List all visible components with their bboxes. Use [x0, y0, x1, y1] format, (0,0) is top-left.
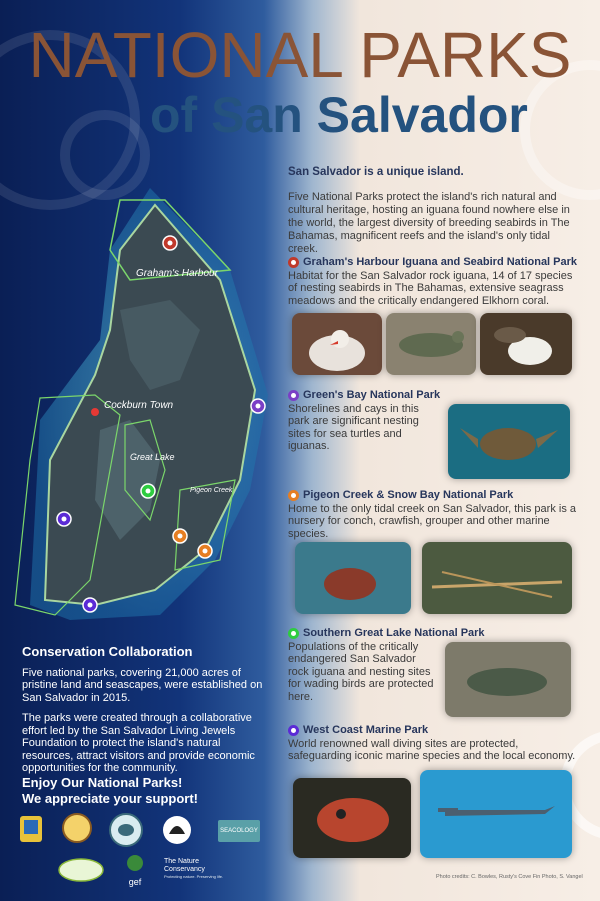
label-grahams-harbour: Graham's Harbour	[136, 268, 218, 279]
map-pin-icon	[288, 390, 299, 401]
turtle-emblem-icon	[108, 812, 144, 848]
park-grahams-harbour	[288, 256, 578, 307]
rock-iguana-photo	[445, 642, 571, 717]
marker-orange-icon	[198, 544, 212, 558]
reef-fish-photo	[293, 778, 411, 858]
photo-credits: Photo credits: C. Bowles, Rusty's Cove Fin Photo, S. Vangel	[436, 874, 583, 880]
park-description: Shorelines and cays in this park are significant nesting sites for sea turtles and iguanas.	[288, 402, 419, 452]
park-name: Southern Great Lake National Park	[303, 627, 485, 639]
park-name: Green's Bay National Park	[303, 389, 441, 401]
sea-turtle-photo	[448, 404, 570, 479]
sponsor-logos	[12, 810, 272, 895]
seacology-logo: SEACOLOGY	[218, 820, 260, 842]
intro-section	[288, 166, 578, 256]
park-southern-great-lake	[288, 627, 485, 703]
park-west-coast-marine	[288, 724, 578, 763]
enjoy-line: Enjoy Our National Parks!	[22, 775, 183, 790]
iguana-photo	[386, 313, 476, 375]
map-pin-icon	[288, 725, 299, 736]
intro-body: Five National Parks protect the island's rich natural and cultural heritage, hosting an iguana found nowhere else in the world, the largest diversity of breeding seabirds in The Bahamas, magnificent reefs and the island's only tidal creek.	[288, 191, 570, 255]
marker-purple-icon	[251, 399, 265, 413]
gef-text: gef	[128, 877, 142, 887]
page-subtitle: of San Salvador	[150, 87, 528, 143]
marker-purple-icon	[83, 598, 97, 612]
support-line: We appreciate your support!	[22, 791, 199, 806]
bahamas-coat-of-arms-icon	[14, 810, 48, 850]
enjoy-message	[22, 775, 272, 807]
marker-green-icon	[141, 484, 155, 498]
crest-icon	[60, 810, 94, 850]
nature-conservancy-logo	[164, 858, 236, 879]
page-title: NATIONAL PARKS	[28, 19, 572, 91]
seabird-photo	[292, 313, 382, 375]
living-jewels-logo-icon	[56, 856, 106, 884]
conservation-paragraph: Five national parks, covering 21,000 acres of pristine land and seascapes, were established on San Salvador in 2015.	[22, 666, 263, 704]
park-description: Home to the only tidal creek on San Salvador, this park is a nursery for conch, crawfish, grouper and other marine species.	[288, 502, 576, 540]
park-name: West Coast Marine Park	[303, 724, 429, 736]
park-greens-bay	[288, 389, 441, 453]
park-pigeon-creek	[288, 489, 578, 540]
intro-heading: San Salvador is a unique island.	[288, 166, 464, 178]
label-great-lake: Great Lake	[130, 452, 175, 462]
park-description: World renowned wall diving sites are protected, safeguarding iconic marine species and the local economy.	[288, 737, 576, 762]
seabird-chick-photo	[480, 313, 572, 375]
tnc-line-1: The Nature	[164, 858, 200, 865]
hammerhead-shark-photo	[420, 770, 572, 858]
conservation-paragraph: The parks were created through a collaborative effort led by the San Salvador Living Jewels Foundation to protect the island's natural resources, attract visitors and provide economic opportunities for the community.	[22, 712, 255, 774]
label-pigeon-creek: Pigeon Creek	[190, 487, 233, 494]
map-pin-icon	[288, 257, 299, 268]
park-name: Graham's Harbour Iguana and Seabird National Park	[303, 256, 578, 268]
tnc-line-2: Conservancy	[164, 866, 205, 873]
conservation-section	[22, 646, 272, 783]
park-description: Habitat for the San Salvador rock iguana, 14 of 17 species of nesting seabirds in The Bahamas, extensive seagrass meadows and the critically endangered Elkhorn coral.	[288, 269, 573, 307]
crawfish-photo	[422, 542, 572, 614]
globe-icon	[120, 854, 150, 872]
park-description: Populations of the critically endangered San Salvador rock iguana and nesting sites for wading birds are protected here.	[288, 640, 434, 703]
marker-red-icon	[163, 236, 177, 250]
park-name: Pigeon Creek & Snow Bay National Park	[303, 489, 514, 501]
conservation-heading: Conservation Collaboration	[22, 644, 193, 659]
shell-logo-icon	[162, 814, 192, 846]
marker-purple-icon	[57, 512, 71, 526]
gef-logo	[120, 854, 150, 886]
grouper-photo	[295, 542, 411, 614]
map-pin-icon	[288, 628, 299, 639]
label-cockburn-town: Cockburn Town	[104, 400, 174, 411]
island-map	[0, 160, 280, 630]
marker-orange-icon	[173, 529, 187, 543]
map-pin-icon	[288, 490, 299, 501]
tnc-tagline: Protecting nature. Preserving life.	[164, 874, 224, 879]
